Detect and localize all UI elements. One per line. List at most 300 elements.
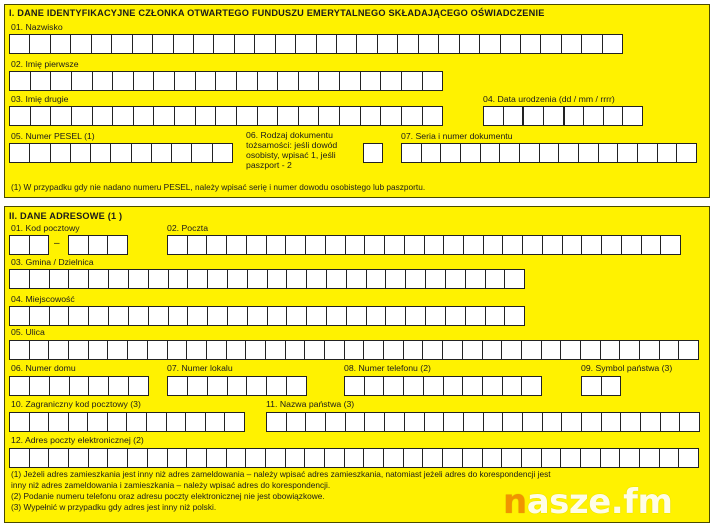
char-cell[interactable] xyxy=(69,307,89,325)
char-cell[interactable] xyxy=(367,307,387,325)
char-cell[interactable] xyxy=(10,236,30,254)
char-cell[interactable] xyxy=(129,270,149,288)
char-cell[interactable] xyxy=(129,377,149,395)
char-cell[interactable] xyxy=(562,413,582,431)
foreign-postal-code-field[interactable] xyxy=(9,412,245,432)
char-cell[interactable] xyxy=(503,377,523,395)
char-cell[interactable] xyxy=(540,144,560,162)
char-cell[interactable] xyxy=(423,107,444,125)
char-cell[interactable] xyxy=(187,449,207,467)
char-cell[interactable] xyxy=(565,107,585,125)
char-cell[interactable] xyxy=(326,413,346,431)
char-cell[interactable] xyxy=(562,35,582,53)
char-cell[interactable] xyxy=(543,236,563,254)
char-cell[interactable] xyxy=(579,144,599,162)
char-cell[interactable] xyxy=(89,341,109,359)
char-cell[interactable] xyxy=(364,144,383,162)
char-cell[interactable] xyxy=(287,270,307,288)
char-cell[interactable] xyxy=(618,144,638,162)
char-cell[interactable] xyxy=(10,307,30,325)
char-cell[interactable] xyxy=(108,413,128,431)
char-cell[interactable] xyxy=(361,72,382,90)
char-cell[interactable] xyxy=(638,144,658,162)
char-cell[interactable] xyxy=(582,35,602,53)
first-name-field[interactable] xyxy=(9,71,443,91)
char-cell[interactable] xyxy=(266,341,286,359)
char-cell[interactable] xyxy=(319,107,340,125)
char-cell[interactable] xyxy=(522,377,542,395)
char-cell[interactable] xyxy=(168,377,188,395)
char-cell[interactable] xyxy=(584,107,604,125)
char-cell[interactable] xyxy=(188,377,208,395)
char-cell[interactable] xyxy=(602,236,622,254)
char-cell[interactable] xyxy=(484,107,504,125)
char-cell[interactable] xyxy=(466,270,486,288)
char-cell[interactable] xyxy=(461,144,481,162)
document-number-field[interactable] xyxy=(401,143,697,163)
char-cell[interactable] xyxy=(276,35,296,53)
char-cell[interactable] xyxy=(51,144,71,162)
char-cell[interactable] xyxy=(386,270,406,288)
char-cell[interactable] xyxy=(92,35,112,53)
char-cell[interactable] xyxy=(345,377,365,395)
char-cell[interactable] xyxy=(520,144,540,162)
char-cell[interactable] xyxy=(10,72,31,90)
char-cell[interactable] xyxy=(51,107,72,125)
char-cell[interactable] xyxy=(661,236,681,254)
char-cell[interactable] xyxy=(168,236,188,254)
char-cell[interactable] xyxy=(444,413,464,431)
char-cell[interactable] xyxy=(385,413,405,431)
char-cell[interactable] xyxy=(464,236,484,254)
char-cell[interactable] xyxy=(483,449,503,467)
surname-field[interactable] xyxy=(9,34,623,54)
char-cell[interactable] xyxy=(463,341,483,359)
char-cell[interactable] xyxy=(346,236,366,254)
char-cell[interactable] xyxy=(345,449,365,467)
char-cell[interactable] xyxy=(10,413,30,431)
char-cell[interactable] xyxy=(425,413,445,431)
char-cell[interactable] xyxy=(460,35,480,53)
char-cell[interactable] xyxy=(361,107,382,125)
char-cell[interactable] xyxy=(680,413,700,431)
char-cell[interactable] xyxy=(504,107,525,125)
char-cell[interactable] xyxy=(109,377,129,395)
char-cell[interactable] xyxy=(207,449,227,467)
char-cell[interactable] xyxy=(168,341,188,359)
char-cell[interactable] xyxy=(31,107,52,125)
char-cell[interactable] xyxy=(268,270,288,288)
char-cell[interactable] xyxy=(367,270,387,288)
char-cell[interactable] xyxy=(620,449,640,467)
char-cell[interactable] xyxy=(544,107,565,125)
char-cell[interactable] xyxy=(246,449,266,467)
char-cell[interactable] xyxy=(286,236,306,254)
char-cell[interactable] xyxy=(444,377,464,395)
char-cell[interactable] xyxy=(50,270,70,288)
char-cell[interactable] xyxy=(186,413,206,431)
char-cell[interactable] xyxy=(174,35,194,53)
char-cell[interactable] xyxy=(31,72,52,90)
char-cell[interactable] xyxy=(69,270,89,288)
char-cell[interactable] xyxy=(10,449,30,467)
char-cell[interactable] xyxy=(601,449,621,467)
char-cell[interactable] xyxy=(347,307,367,325)
char-cell[interactable] xyxy=(286,341,306,359)
char-cell[interactable] xyxy=(404,341,424,359)
char-cell[interactable] xyxy=(149,270,169,288)
char-cell[interactable] xyxy=(30,236,50,254)
char-cell[interactable] xyxy=(404,377,424,395)
country-name-field[interactable] xyxy=(266,412,700,432)
char-cell[interactable] xyxy=(502,341,522,359)
char-cell[interactable] xyxy=(439,35,459,53)
char-cell[interactable] xyxy=(541,35,561,53)
char-cell[interactable] xyxy=(255,35,275,53)
char-cell[interactable] xyxy=(406,270,426,288)
char-cell[interactable] xyxy=(426,270,446,288)
char-cell[interactable] xyxy=(463,377,483,395)
char-cell[interactable] xyxy=(192,144,212,162)
char-cell[interactable] xyxy=(402,72,423,90)
char-cell[interactable] xyxy=(443,341,463,359)
char-cell[interactable] xyxy=(500,144,520,162)
char-cell[interactable] xyxy=(384,449,404,467)
char-cell[interactable] xyxy=(582,236,602,254)
char-cell[interactable] xyxy=(505,270,525,288)
char-cell[interactable] xyxy=(660,449,680,467)
char-cell[interactable] xyxy=(69,449,89,467)
char-cell[interactable] xyxy=(267,413,287,431)
phone-field[interactable] xyxy=(344,376,542,396)
char-cell[interactable] xyxy=(10,270,30,288)
postal-code-part2-field[interactable] xyxy=(68,235,128,255)
char-cell[interactable] xyxy=(325,341,345,359)
char-cell[interactable] xyxy=(258,107,279,125)
char-cell[interactable] xyxy=(561,449,581,467)
char-cell[interactable] xyxy=(443,449,463,467)
char-cell[interactable] xyxy=(267,377,287,395)
char-cell[interactable] xyxy=(247,377,267,395)
char-cell[interactable] xyxy=(305,341,325,359)
char-cell[interactable] xyxy=(521,35,541,53)
char-cell[interactable] xyxy=(503,413,523,431)
char-cell[interactable] xyxy=(464,413,484,431)
char-cell[interactable] xyxy=(89,449,109,467)
char-cell[interactable] xyxy=(134,72,155,90)
char-cell[interactable] xyxy=(71,144,91,162)
char-cell[interactable] xyxy=(622,236,642,254)
street-field[interactable] xyxy=(9,340,699,360)
char-cell[interactable] xyxy=(326,236,346,254)
char-cell[interactable] xyxy=(30,377,50,395)
char-cell[interactable] xyxy=(424,377,444,395)
char-cell[interactable] xyxy=(10,107,31,125)
char-cell[interactable] xyxy=(70,377,90,395)
char-cell[interactable] xyxy=(307,270,327,288)
char-cell[interactable] xyxy=(503,236,523,254)
char-cell[interactable] xyxy=(69,341,89,359)
char-cell[interactable] xyxy=(10,144,30,162)
char-cell[interactable] xyxy=(133,35,153,53)
locality-field[interactable] xyxy=(9,306,525,326)
char-cell[interactable] xyxy=(347,270,367,288)
char-cell[interactable] xyxy=(149,307,169,325)
char-cell[interactable] xyxy=(404,449,424,467)
char-cell[interactable] xyxy=(423,341,443,359)
char-cell[interactable] xyxy=(30,270,50,288)
char-cell[interactable] xyxy=(581,341,601,359)
char-cell[interactable] xyxy=(480,35,500,53)
char-cell[interactable] xyxy=(364,341,384,359)
char-cell[interactable] xyxy=(306,413,326,431)
char-cell[interactable] xyxy=(640,341,660,359)
char-cell[interactable] xyxy=(10,377,30,395)
char-cell[interactable] xyxy=(340,107,361,125)
char-cell[interactable] xyxy=(248,307,268,325)
char-cell[interactable] xyxy=(196,107,217,125)
char-cell[interactable] xyxy=(385,236,405,254)
char-cell[interactable] xyxy=(113,72,134,90)
char-cell[interactable] xyxy=(378,35,398,53)
char-cell[interactable] xyxy=(402,107,423,125)
char-cell[interactable] xyxy=(30,307,50,325)
char-cell[interactable] xyxy=(523,413,543,431)
char-cell[interactable] xyxy=(325,449,345,467)
char-cell[interactable] xyxy=(327,270,347,288)
char-cell[interactable] xyxy=(69,413,89,431)
char-cell[interactable] xyxy=(49,449,69,467)
char-cell[interactable] xyxy=(207,236,227,254)
char-cell[interactable] xyxy=(405,413,425,431)
commune-field[interactable] xyxy=(9,269,525,289)
char-cell[interactable] xyxy=(402,144,422,162)
char-cell[interactable] xyxy=(364,449,384,467)
char-cell[interactable] xyxy=(187,341,207,359)
char-cell[interactable] xyxy=(522,341,542,359)
char-cell[interactable] xyxy=(677,144,697,162)
char-cell[interactable] xyxy=(463,449,483,467)
char-cell[interactable] xyxy=(168,449,188,467)
char-cell[interactable] xyxy=(208,307,228,325)
char-cell[interactable] xyxy=(446,307,466,325)
char-cell[interactable] xyxy=(93,72,114,90)
char-cell[interactable] xyxy=(51,72,72,90)
char-cell[interactable] xyxy=(237,72,258,90)
char-cell[interactable] xyxy=(623,107,643,125)
char-cell[interactable] xyxy=(365,413,385,431)
char-cell[interactable] xyxy=(89,236,109,254)
char-cell[interactable] xyxy=(208,270,228,288)
char-cell[interactable] xyxy=(422,144,442,162)
char-cell[interactable] xyxy=(287,307,307,325)
char-cell[interactable] xyxy=(188,270,208,288)
char-cell[interactable] xyxy=(299,72,320,90)
char-cell[interactable] xyxy=(299,107,320,125)
post-office-field[interactable] xyxy=(167,235,681,255)
char-cell[interactable] xyxy=(483,377,503,395)
char-cell[interactable] xyxy=(542,341,562,359)
char-cell[interactable] xyxy=(679,341,699,359)
char-cell[interactable] xyxy=(228,377,248,395)
char-cell[interactable] xyxy=(679,449,699,467)
char-cell[interactable] xyxy=(10,35,30,53)
house-number-field[interactable] xyxy=(9,376,149,396)
char-cell[interactable] xyxy=(49,341,69,359)
char-cell[interactable] xyxy=(266,449,286,467)
char-cell[interactable] xyxy=(89,377,109,395)
char-cell[interactable] xyxy=(10,341,30,359)
char-cell[interactable] xyxy=(175,107,196,125)
char-cell[interactable] xyxy=(581,449,601,467)
char-cell[interactable] xyxy=(148,341,168,359)
char-cell[interactable] xyxy=(582,377,602,395)
char-cell[interactable] xyxy=(502,449,522,467)
char-cell[interactable] xyxy=(384,377,404,395)
char-cell[interactable] xyxy=(484,236,504,254)
char-cell[interactable] xyxy=(172,144,192,162)
char-cell[interactable] xyxy=(196,72,217,90)
char-cell[interactable] xyxy=(88,413,108,431)
char-cell[interactable] xyxy=(386,307,406,325)
char-cell[interactable] xyxy=(246,341,266,359)
char-cell[interactable] xyxy=(147,413,167,431)
char-cell[interactable] xyxy=(542,449,562,467)
char-cell[interactable] xyxy=(444,236,464,254)
char-cell[interactable] xyxy=(423,72,444,90)
char-cell[interactable] xyxy=(206,413,226,431)
char-cell[interactable] xyxy=(346,413,366,431)
char-cell[interactable] xyxy=(287,377,307,395)
document-type-field[interactable] xyxy=(363,143,383,163)
char-cell[interactable] xyxy=(582,413,602,431)
char-cell[interactable] xyxy=(523,236,543,254)
char-cell[interactable] xyxy=(306,236,326,254)
birth-date-field[interactable] xyxy=(483,106,643,126)
char-cell[interactable] xyxy=(381,107,402,125)
char-cell[interactable] xyxy=(602,413,622,431)
char-cell[interactable] xyxy=(481,144,501,162)
char-cell[interactable] xyxy=(153,35,173,53)
email-field[interactable] xyxy=(9,448,699,468)
char-cell[interactable] xyxy=(109,307,129,325)
char-cell[interactable] xyxy=(603,35,623,53)
char-cell[interactable] xyxy=(208,377,228,395)
char-cell[interactable] xyxy=(248,270,268,288)
char-cell[interactable] xyxy=(227,236,247,254)
char-cell[interactable] xyxy=(108,341,128,359)
char-cell[interactable] xyxy=(113,107,134,125)
char-cell[interactable] xyxy=(267,236,287,254)
char-cell[interactable] xyxy=(30,449,50,467)
char-cell[interactable] xyxy=(51,35,71,53)
char-cell[interactable] xyxy=(216,72,237,90)
char-cell[interactable] xyxy=(484,413,504,431)
char-cell[interactable] xyxy=(216,107,237,125)
postal-code-part1-field[interactable] xyxy=(9,235,49,255)
char-cell[interactable] xyxy=(561,341,581,359)
char-cell[interactable] xyxy=(112,35,132,53)
char-cell[interactable] xyxy=(154,107,175,125)
char-cell[interactable] xyxy=(169,307,189,325)
char-cell[interactable] xyxy=(247,236,267,254)
char-cell[interactable] xyxy=(148,449,168,467)
char-cell[interactable] xyxy=(188,307,208,325)
char-cell[interactable] xyxy=(405,236,425,254)
char-cell[interactable] xyxy=(111,144,131,162)
char-cell[interactable] xyxy=(486,307,506,325)
char-cell[interactable] xyxy=(134,107,155,125)
char-cell[interactable] xyxy=(384,341,404,359)
char-cell[interactable] xyxy=(207,341,227,359)
char-cell[interactable] xyxy=(214,35,234,53)
char-cell[interactable] xyxy=(258,72,279,90)
char-cell[interactable] xyxy=(296,35,316,53)
char-cell[interactable] xyxy=(601,341,621,359)
char-cell[interactable] xyxy=(599,144,619,162)
char-cell[interactable] xyxy=(152,144,172,162)
char-cell[interactable] xyxy=(237,107,258,125)
char-cell[interactable] xyxy=(71,35,91,53)
char-cell[interactable] xyxy=(425,236,445,254)
char-cell[interactable] xyxy=(154,72,175,90)
char-cell[interactable] xyxy=(72,107,93,125)
pesel-field[interactable] xyxy=(9,143,233,163)
char-cell[interactable] xyxy=(268,307,288,325)
char-cell[interactable] xyxy=(228,270,248,288)
char-cell[interactable] xyxy=(91,144,111,162)
char-cell[interactable] xyxy=(426,307,446,325)
char-cell[interactable] xyxy=(129,307,149,325)
char-cell[interactable] xyxy=(642,236,662,254)
char-cell[interactable] xyxy=(641,413,661,431)
char-cell[interactable] xyxy=(127,413,147,431)
char-cell[interactable] xyxy=(287,413,307,431)
char-cell[interactable] xyxy=(128,341,148,359)
char-cell[interactable] xyxy=(522,449,542,467)
char-cell[interactable] xyxy=(49,413,69,431)
char-cell[interactable] xyxy=(235,35,255,53)
char-cell[interactable] xyxy=(93,107,114,125)
char-cell[interactable] xyxy=(327,307,347,325)
char-cell[interactable] xyxy=(213,144,233,162)
char-cell[interactable] xyxy=(345,341,365,359)
char-cell[interactable] xyxy=(340,72,361,90)
char-cell[interactable] xyxy=(337,35,357,53)
char-cell[interactable] xyxy=(228,307,248,325)
char-cell[interactable] xyxy=(423,449,443,467)
char-cell[interactable] xyxy=(30,413,50,431)
char-cell[interactable] xyxy=(419,35,439,53)
char-cell[interactable] xyxy=(621,413,641,431)
char-cell[interactable] xyxy=(278,72,299,90)
char-cell[interactable] xyxy=(50,307,70,325)
char-cell[interactable] xyxy=(319,72,340,90)
char-cell[interactable] xyxy=(357,35,377,53)
char-cell[interactable] xyxy=(563,236,583,254)
char-cell[interactable] xyxy=(89,307,109,325)
char-cell[interactable] xyxy=(524,107,544,125)
char-cell[interactable] xyxy=(658,144,678,162)
char-cell[interactable] xyxy=(72,72,93,90)
char-cell[interactable] xyxy=(602,377,622,395)
char-cell[interactable] xyxy=(660,341,680,359)
char-cell[interactable] xyxy=(30,144,50,162)
char-cell[interactable] xyxy=(286,449,306,467)
char-cell[interactable] xyxy=(398,35,418,53)
char-cell[interactable] xyxy=(167,413,187,431)
char-cell[interactable] xyxy=(365,236,385,254)
